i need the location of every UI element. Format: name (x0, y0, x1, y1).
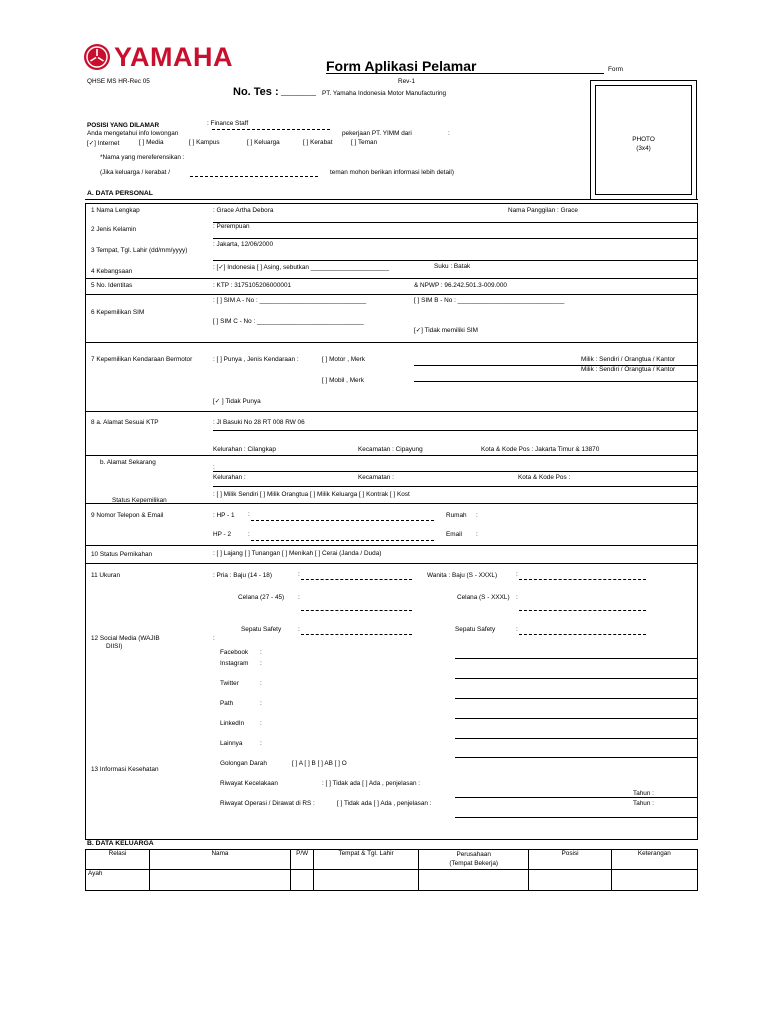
hp2-field[interactable] (251, 540, 434, 541)
celana-pria-label: Celana (27 - 45) (238, 594, 285, 601)
kendaraan-label: 7 Kepemilikan Kendaraan Bermotor (91, 356, 193, 363)
tuning-fork-emblem-icon (84, 44, 110, 70)
jenis-kelamin-value[interactable]: : Perempuan (213, 223, 250, 230)
sosmed-label: 12 Social Media (WAJIB (91, 635, 160, 642)
kecelakaan-options[interactable]: : [ ] Tidak ada [ ] Ada , penjelasan : (322, 780, 421, 787)
col-perusahaan: Perusahaan (Tempat Bekerja) (418, 850, 529, 870)
section-b-title: B. DATA KELUARGA (87, 840, 154, 847)
posisi-label: POSISI YANG DILAMAR (87, 122, 160, 129)
linkedin-field[interactable] (455, 738, 697, 739)
goldar-options[interactable]: [ ] A [ ] B [ ] AB [ ] O (292, 760, 347, 767)
ref-note-2: teman mohon berikan informasi lebih detail) (330, 169, 454, 176)
celana-wanita-field[interactable] (519, 610, 646, 611)
row-posisi[interactable] (529, 870, 611, 891)
col-nama: Nama (149, 850, 290, 870)
sosmed-label-2: DIISI) (106, 643, 123, 650)
section-a-title: A. DATA PERSONAL (87, 190, 153, 197)
row-keterangan[interactable] (611, 870, 697, 891)
company-name: PT. Yamaha Indonesia Motor Manufacturing (322, 90, 447, 97)
no-tes-label: No. Tes : (233, 86, 279, 98)
pria-baju-field[interactable] (301, 579, 412, 580)
hp2-label: HP - 2 (213, 531, 231, 538)
info-lowongan-label: Anda mengetahui info lowongan (87, 130, 179, 137)
status-kepemilikan-label: Status Kepemilikan (112, 497, 167, 504)
kendaraan-motor[interactable]: [ ] Motor , Merk (322, 356, 365, 363)
tidak-punya-kendaraan[interactable]: [✓ ] Tidak Punya (213, 398, 261, 405)
email-label: Email (446, 531, 462, 538)
sim-c[interactable]: [ ] SIM C - No : ______________________________ (213, 318, 364, 325)
twitter-field[interactable] (455, 698, 697, 699)
source-kerabat[interactable]: [ ] Kerabat (303, 139, 333, 146)
form-tag: Form (608, 66, 623, 73)
sosmed-instagram: Instagram (220, 660, 249, 667)
rumah-label: Rumah (446, 512, 467, 519)
kecamatan-sekarang[interactable]: Kecamatan : (358, 474, 394, 481)
path-field[interactable] (455, 718, 697, 719)
alamat-ktp-label: 8 a. Alamat Sesuai KTP (91, 419, 159, 426)
photo-box[interactable] (590, 80, 697, 200)
source-media[interactable]: [ ] Media (139, 139, 164, 146)
hp1-field[interactable] (251, 520, 434, 521)
pernikahan-label: 10 Status Pernikahan (91, 551, 153, 558)
doc-code: QHSE MS HR-Rec 05 (87, 78, 150, 85)
identitas-label: 5 No. Identitas (91, 282, 133, 289)
goldar-label: Golongan Darah (220, 760, 267, 767)
kecamatan-ktp[interactable]: Kecamatan : Cipayung (358, 446, 423, 453)
sepatu-wanita-label: Sepatu Safety (455, 626, 496, 633)
telepon-label: 9 Nomor Telepon & Email (91, 512, 164, 519)
yamaha-logo (84, 40, 232, 74)
yamaha-wordmark: YAMAHA (114, 42, 234, 72)
celana-wanita-label: Celana (S - XXXL) (457, 594, 510, 601)
row-ttl[interactable] (314, 870, 419, 891)
sepatu-pria-field[interactable] (301, 634, 412, 635)
col-posisi: Posisi (529, 850, 611, 870)
ukuran-label: 11 Ukuran (91, 572, 121, 579)
ref-note-1: (Jika keluarga / kerabat / (100, 169, 170, 176)
alamat-ktp-value[interactable]: : Jl Basuki No 28 RT 008 RW 06 (213, 419, 305, 426)
kebangsaan-label: 4 Kebangsaan (91, 268, 133, 275)
wanita-baju-label: Wanita : Baju (S - XXXL) (427, 572, 498, 579)
tahun-kecelakaan[interactable]: Tahun : (633, 790, 654, 797)
source-internet[interactable]: [✓] Internet (87, 140, 120, 147)
col-keterangan: Keterangan (611, 850, 697, 870)
photo-size: (3x4) (636, 145, 651, 152)
kecelakaan-label: Riwayat Kecelakaan (220, 780, 278, 787)
posisi-value[interactable]: : Finance Staff (207, 120, 249, 127)
nama-value[interactable]: : Grace Artha Debora (213, 207, 274, 214)
ref-label: *Nama yang mereferensikan : (100, 154, 185, 161)
revision: Rev-1 (398, 78, 416, 85)
table-row (86, 870, 698, 891)
form-title: Form Aplikasi Pelamar (326, 58, 477, 74)
sim-a[interactable]: : [ ] SIM A - No : ______________________________ (213, 297, 367, 304)
kendaraan-punya[interactable]: : [ ] Punya , Jenis Kendaraan : (213, 356, 299, 363)
ktp-value[interactable]: : KTP : 3175105206000001 (213, 282, 292, 289)
milik-motor[interactable]: Milik : Sendiri / Orangtua / Kantor (581, 356, 676, 363)
sosmed-facebook: Facebook (220, 649, 249, 656)
photo-label: PHOTO (632, 136, 655, 143)
sosmed-linkedin: LinkedIn (220, 720, 245, 727)
row-relasi: Ayah (86, 870, 150, 891)
jenis-kelamin-label: 2 Jenis Kelamin (91, 226, 137, 233)
npwp-value[interactable]: & NPWP : 96.242.501.3-009.000 (414, 282, 507, 289)
pernikahan-value[interactable]: : [ ] Lajang [ ] Tunangan [ ] Menikah [ ] Cerai (Janda / Duda) (213, 550, 382, 557)
kesehatan-label: 13 Informasi Kesehatan (91, 766, 159, 773)
alamat-sekarang-value[interactable]: : (213, 464, 215, 471)
wanita-baju-field[interactable] (519, 579, 646, 580)
celana-pria-field[interactable] (301, 610, 412, 611)
row-pw[interactable] (291, 870, 314, 891)
sepatu-pria-label: Sepatu Safety (241, 626, 282, 633)
sim-label: 6 Kepemilikan SIM (91, 309, 145, 316)
facebook-field[interactable] (455, 658, 697, 659)
tahun-operasi[interactable]: Tahun : (633, 800, 654, 807)
kebangsaan-value[interactable]: : [✓] Indonesia [ ] Asing, sebutkan ______________________ (213, 264, 389, 271)
no-tes-value[interactable]: _________ (281, 89, 317, 96)
hp1-label: : HP - 1 (213, 512, 235, 519)
row-nama[interactable] (149, 870, 290, 891)
tidak-memiliki-sim[interactable]: [✓] Tidak memiliki SIM (414, 327, 478, 334)
kendaraan-mobil[interactable]: [ ] Mobil , Merk (322, 377, 364, 384)
alamat-sekarang-label: b. Alamat Sekarang (100, 459, 156, 466)
source-kampus[interactable]: [ ] Kampus (189, 139, 220, 146)
kelurahan-sekarang[interactable]: Kelurahan : (213, 474, 246, 481)
row-perusahaan[interactable] (418, 870, 529, 891)
source-teman[interactable]: [ ] Teman (351, 139, 378, 146)
col-pw: P/W (291, 850, 314, 870)
sepatu-wanita-field[interactable] (519, 634, 646, 635)
sosmed-path: Path (220, 700, 234, 707)
suku-value[interactable]: Suku : Batak (434, 263, 471, 270)
instagram-field[interactable] (455, 678, 697, 679)
kota-sekarang[interactable]: Kota & Kode Pos : (518, 474, 571, 481)
sosmed-twitter: Twitter (220, 680, 239, 687)
nama-panggilan[interactable]: Nama Panggilan : Grace (508, 207, 578, 214)
sosmed-lainnya: Lainnya (220, 740, 243, 747)
nama-label: 1 Nama Lengkap (91, 207, 140, 214)
ttl-label: 3 Tempat, Tgl. Lahir (dd/mm/yyyy) (91, 247, 188, 254)
ttl-value[interactable]: : Jakarta, 12/06/2000 (213, 241, 274, 248)
pria-baju-label: : Pria : Baju (14 - 18) (213, 572, 272, 579)
milik-mobil[interactable]: Milik : Sendiri / Orangtua / Kantor (581, 366, 676, 373)
col-relasi: Relasi (86, 850, 150, 870)
lainnya-field[interactable] (455, 757, 697, 758)
title-underline (326, 73, 604, 74)
status-kepemilikan-value[interactable]: : [ ] Milik Sendiri [ ] Milik Orangtua [ ] Milik Keluarga [ ] Kontrak [ ] Kost (213, 491, 410, 498)
col-ttl: Tempat & Tgl. Lahir (314, 850, 419, 870)
family-table (85, 849, 698, 891)
info-lowongan-suffix: pekerjaan PT. YIMM dari (342, 130, 412, 137)
operasi-label: Riwayat Operasi / Dirawat di RS : (220, 800, 315, 807)
sim-b[interactable]: [ ] SIM B - No : ______________________________ (414, 297, 565, 304)
operasi-options[interactable]: [ ] Tidak ada [ ] Ada , penjelasan : (337, 800, 432, 807)
source-keluarga[interactable]: [ ] Keluarga (247, 139, 280, 146)
family-table-header (86, 850, 698, 870)
kota-ktp[interactable]: Kota & Kode Pos : Jakarta Timur & 13870 (481, 446, 600, 453)
kelurahan-ktp[interactable]: Kelurahan : Cilangkap (213, 446, 276, 453)
